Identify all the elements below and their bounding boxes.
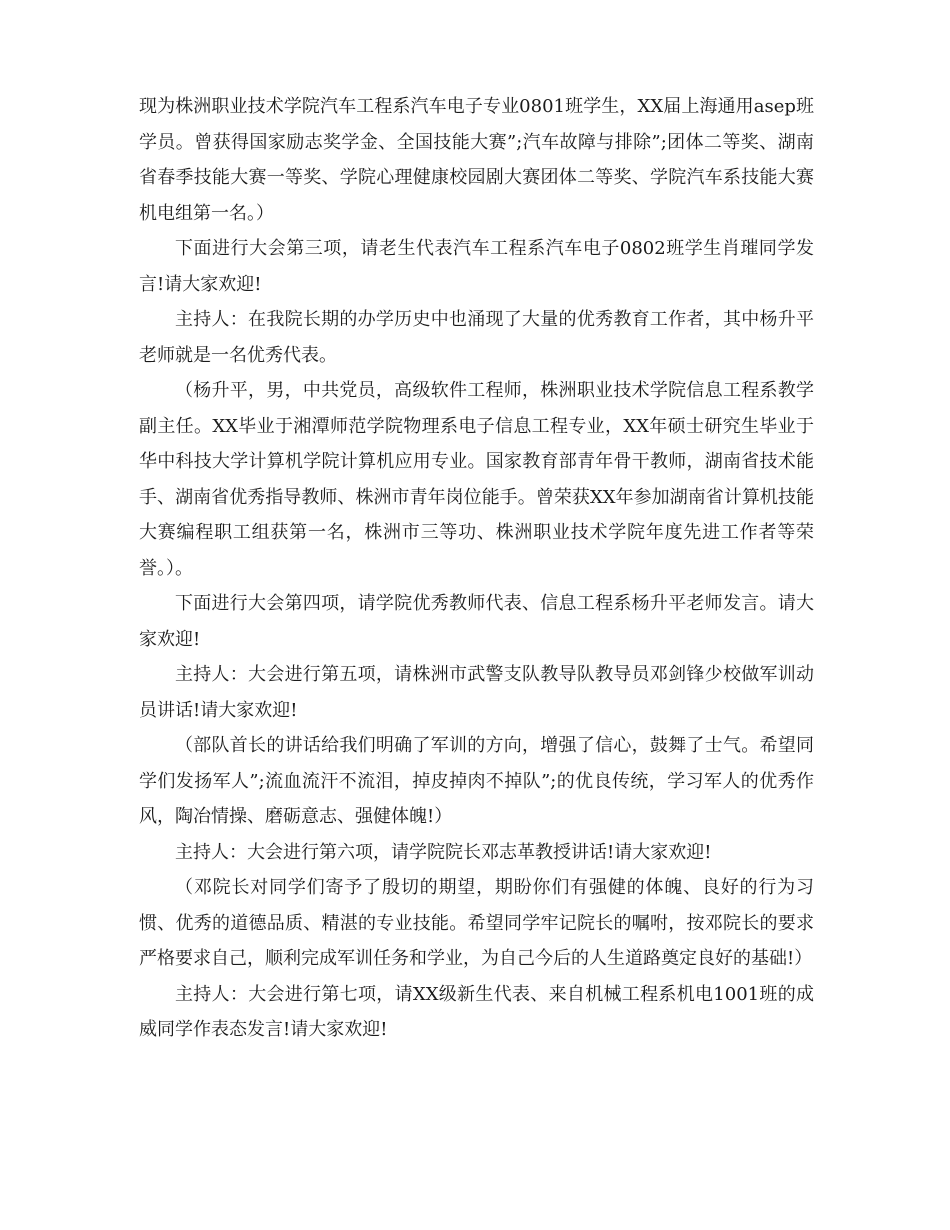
paragraph-host-teacher-intro: 主持人：在我院长期的办学历史中也涌现了大量的优秀教育工作者，其中杨升平老师就是一名优秀代表。 [139, 309, 814, 366]
paragraph-item-six: 主持人：大会进行第六项，请学院院长邓志革教授讲话!请大家欢迎! [175, 841, 712, 863]
paragraph-military-speech-summary: （部队首长的讲话给我们明确了军训的方向，增强了信心，鼓舞了士气。希望同学们发扬军人”;流血流汗不流泪，掉皮掉肉不掉队”;的优良传统，学习军人的优秀作风，陶冶情操、磨砺意志、强健体魄!） [139, 735, 814, 827]
paragraph-student-bio: 现为株洲职业技术学院汽车工程系汽车电子专业0801班学生，XX届上海通用asep班学员。曾获得国家励志奖学金、全国技能大赛”;汽车故障与排除”;团体二等奖、湖南省春季技能大赛一等奖、学院心理健康校园剧大赛团体二等奖、学院汽车系技能大赛机电组第一名。） [139, 96, 814, 224]
document-body [139, 89, 814, 1048]
paragraph-item-four: 下面进行大会第四项，请学院优秀教师代表、信息工程系杨升平老师发言。请大家欢迎! [139, 593, 814, 650]
paragraph-item-three: 下面进行大会第三项，请老生代表汽车工程系汽车电子0802班学生肖璀同学发言!请大家欢迎! [139, 238, 814, 295]
paragraph-president-speech-summary: （邓院长对同学们寄予了殷切的期望，期盼你们有强健的体魄、良好的行为习惯、优秀的道德品质、精湛的专业技能。希望同学牢记院长的嘱咐，按邓院长的要求严格要求自己，顺利完成军训任务和学业，为自己今后的人生道路奠定良好的基础!） [139, 877, 814, 969]
paragraph-item-five: 主持人：大会进行第五项，请株洲市武警支队教导队教导员邓剑锋少校做军训动员讲话!请大家欢迎! [139, 664, 814, 721]
paragraph-teacher-bio: （杨升平，男，中共党员，高级软件工程师，株洲职业技术学院信息工程系教学副主任。XX毕业于湘潭师范学院物理系电子信息工程专业，XX年硕士研究生毕业于华中科技大学计算机学院计算机应用专业。国家教育部青年骨干教师，湖南省技术能手、湖南省优秀指导教师、株洲市青年岗位能手。曾荣获XX年参加湖南省计算机技能大赛编程职工组获第一名，株洲市三等功、株洲职业技术学院年度先进工作者等荣誉。）。 [139, 380, 814, 579]
paragraph-item-seven: 主持人：大会进行第七项，请XX级新生代表、来自机械工程系机电1001班的成威同学作表态发言!请大家欢迎! [139, 983, 814, 1040]
